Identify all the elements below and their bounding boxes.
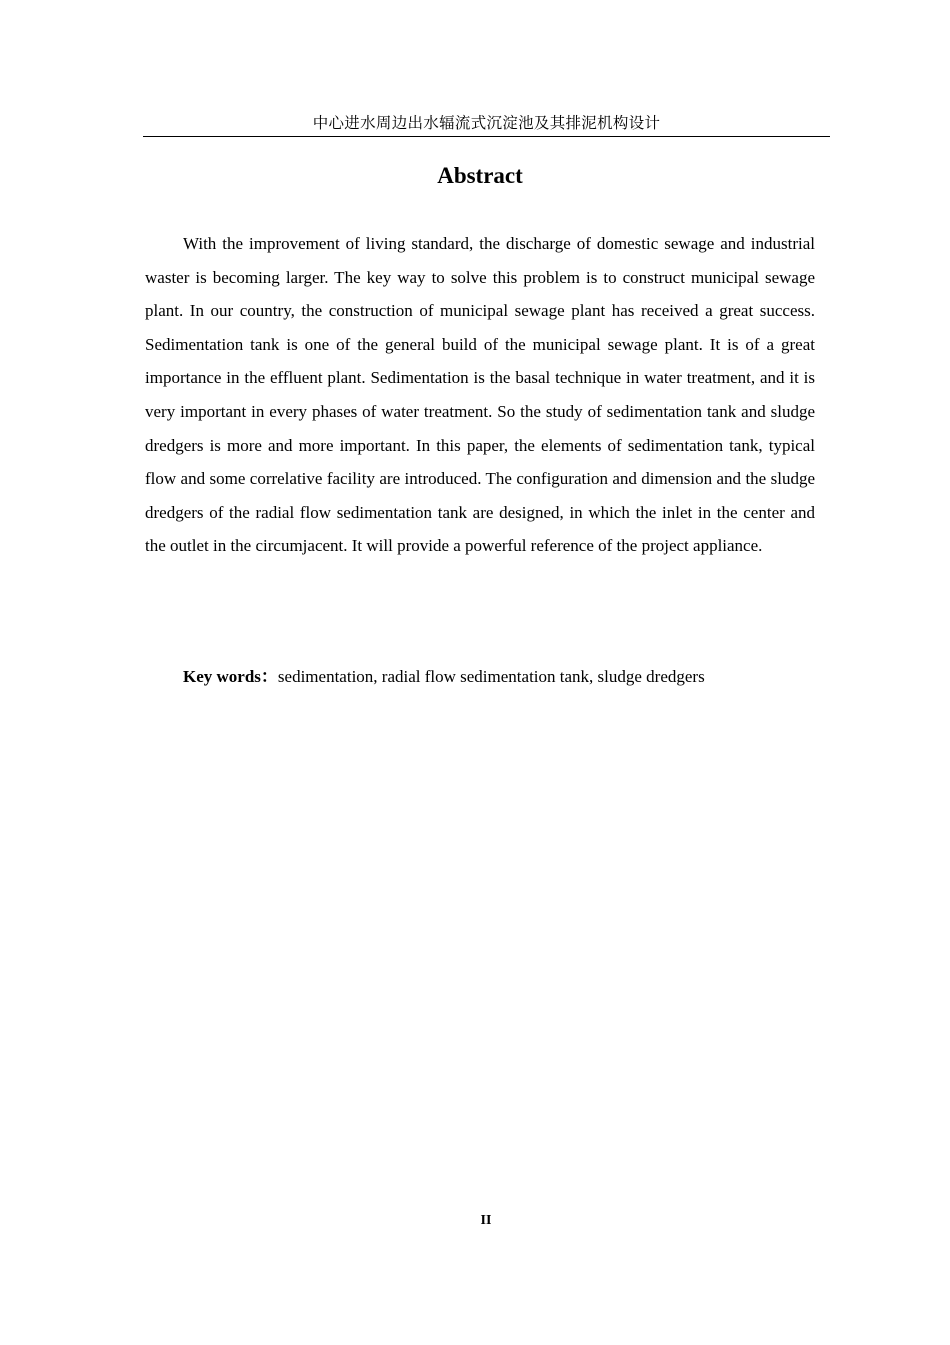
keywords-line bbox=[183, 663, 823, 691]
abstract-body: With the improvement of living standard, the discharge of domestic sewage and industrial waster is becoming larger. The key way to solve this problem is to construct municipal sewage plant. In our country, the construction of municipal sewage plant has received a great success. Sedimentation tank is one of the general build of the municipal sewage plant. It is of a great importance in the effluent plant. Sedimentation is the basal technique in water treatment, and it is very important in every phases of water treatment. So the study of sedimentation tank and sludge dredgers is more and more important. In this paper, the elements of sedimentation tank, typical flow and some correlative facility are introduced. The configuration and dimension and the sludge dredgers of the radial flow sedimentation tank are designed, in which the inlet in the center and the outlet in the circumjacent. It will provide a powerful reference of the project appliance. bbox=[145, 234, 815, 556]
abstract-title: Abstract bbox=[437, 163, 523, 188]
running-header: 中心进水周边出水辐流式沉淀池及其排泥机构设计 bbox=[312, 115, 661, 132]
page-number: II bbox=[480, 1213, 492, 1228]
keywords-label: Key words： bbox=[183, 667, 278, 686]
keywords-text: sedimentation, radial flow sedimentation tank, sludge dredgers bbox=[277, 667, 705, 686]
header-rule bbox=[143, 136, 830, 137]
